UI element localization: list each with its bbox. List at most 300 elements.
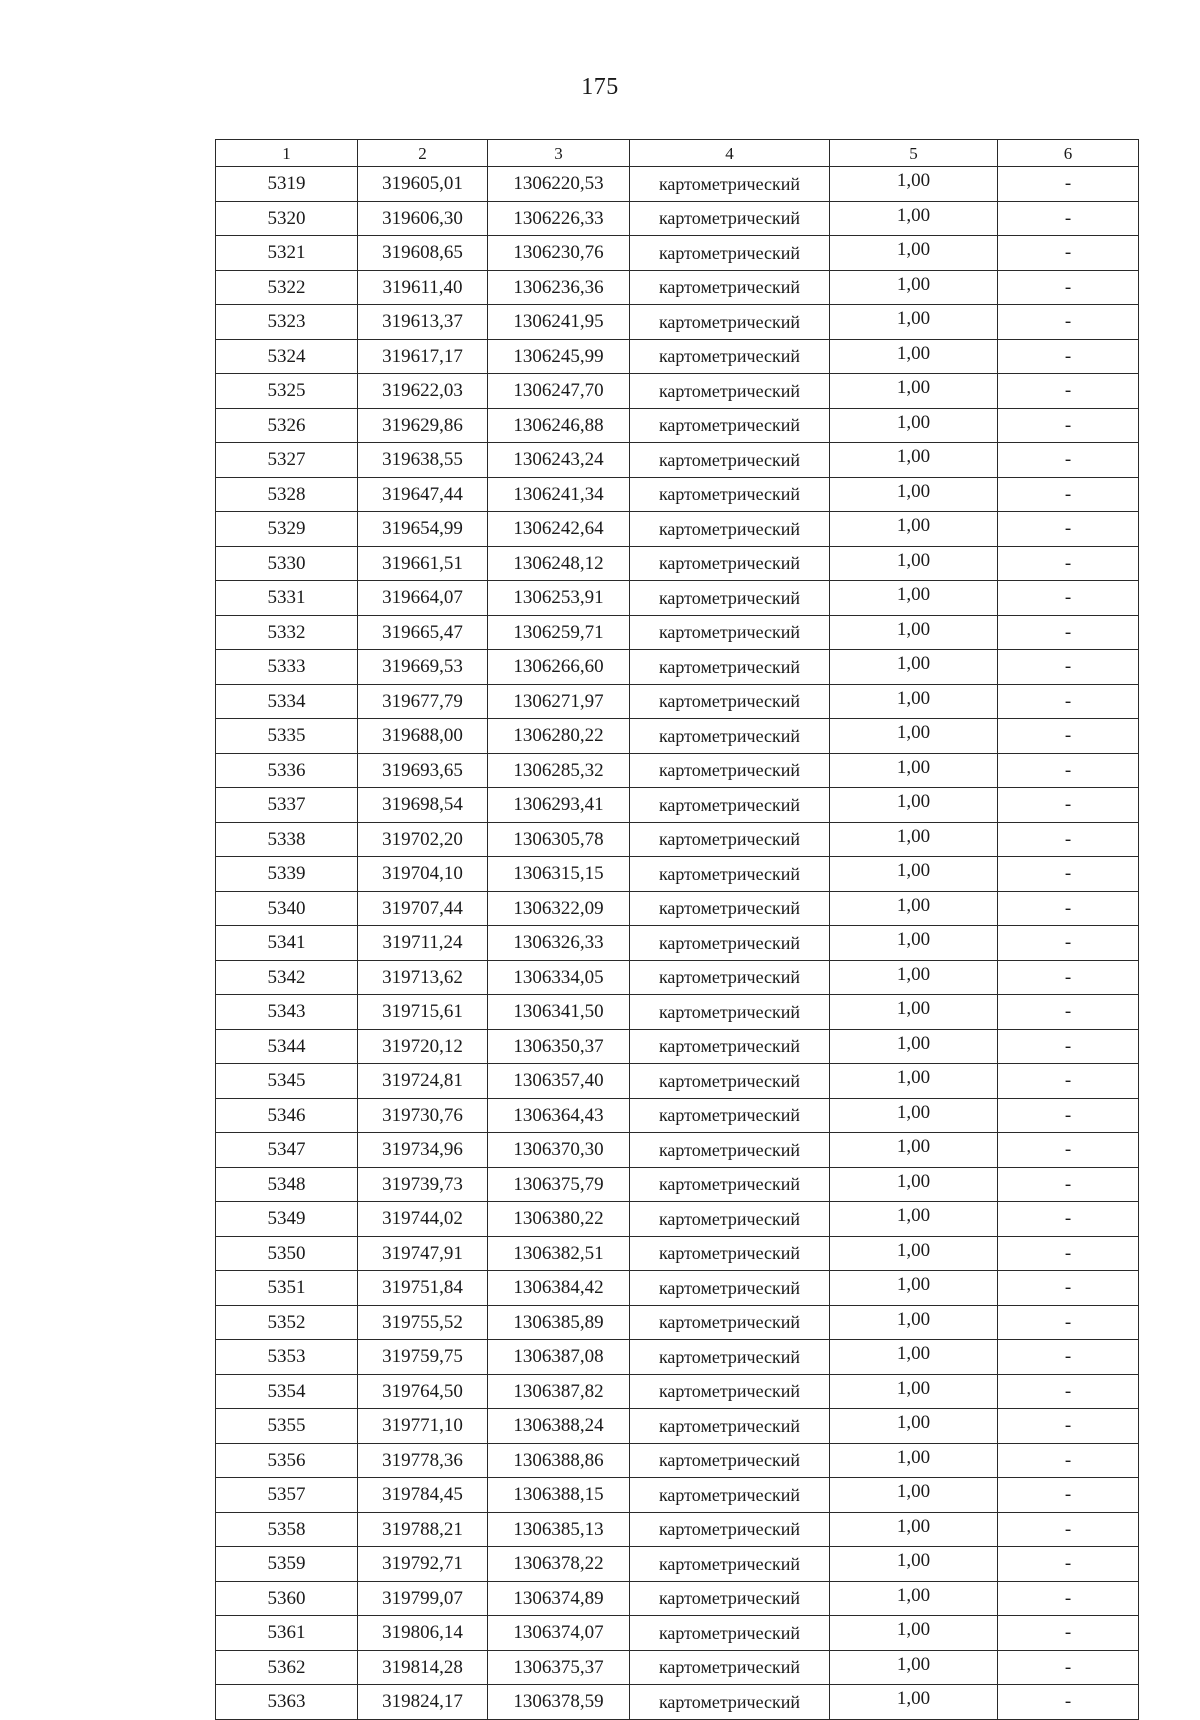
method-cell: картометрический [630,857,830,892]
table-body [216,167,1139,1720]
x-coordinate-cell: 319771,10 [358,1409,488,1444]
table-row [216,1340,1139,1375]
accuracy-cell: 1,00 [830,926,998,961]
note-cell: - [998,1340,1139,1375]
y-coordinate-cell: 1306241,34 [488,477,630,512]
table-row [216,1305,1139,1340]
x-coordinate-cell: 319734,96 [358,1133,488,1168]
accuracy-cell: 1,00 [830,408,998,443]
column-header: 4 [630,140,830,167]
y-coordinate-cell: 1306388,15 [488,1478,630,1513]
y-coordinate-cell: 1306271,97 [488,684,630,719]
note-cell: - [998,995,1139,1030]
y-coordinate-cell: 1306326,33 [488,926,630,961]
note-cell: - [998,408,1139,443]
x-coordinate-cell: 319669,53 [358,650,488,685]
point-number-cell: 5358 [216,1512,358,1547]
table-row [216,270,1139,305]
accuracy-cell: 1,00 [830,1409,998,1444]
point-number-cell: 5333 [216,650,358,685]
x-coordinate-cell: 319617,17 [358,339,488,374]
y-coordinate-cell: 1306243,24 [488,443,630,478]
table-row [216,1616,1139,1651]
method-cell: картометрический [630,1547,830,1582]
table-row [216,753,1139,788]
point-number-cell: 5342 [216,960,358,995]
table-row [216,1167,1139,1202]
note-cell: - [998,581,1139,616]
accuracy-cell: 1,00 [830,1478,998,1513]
x-coordinate-cell: 319759,75 [358,1340,488,1375]
method-cell: картометрический [630,1443,830,1478]
method-cell: картометрический [630,236,830,271]
note-cell: - [998,1374,1139,1409]
point-number-cell: 5346 [216,1098,358,1133]
y-coordinate-cell: 1306350,37 [488,1029,630,1064]
accuracy-cell: 1,00 [830,512,998,547]
method-cell: картометрический [630,1685,830,1720]
point-number-cell: 5348 [216,1167,358,1202]
y-coordinate-cell: 1306322,09 [488,891,630,926]
note-cell: - [998,891,1139,926]
y-coordinate-cell: 1306242,64 [488,512,630,547]
accuracy-cell: 1,00 [830,1098,998,1133]
method-cell: картометрический [630,1064,830,1099]
x-coordinate-cell: 319788,21 [358,1512,488,1547]
method-cell: картометрический [630,822,830,857]
table-row [216,374,1139,409]
table-row [216,1236,1139,1271]
column-header: 1 [216,140,358,167]
table-row [216,1202,1139,1237]
method-cell: картометрический [630,1167,830,1202]
method-cell: картометрический [630,926,830,961]
table-row [216,1098,1139,1133]
table-row [216,1547,1139,1582]
y-coordinate-cell: 1306226,33 [488,201,630,236]
y-coordinate-cell: 1306248,12 [488,546,630,581]
accuracy-cell: 1,00 [830,995,998,1030]
x-coordinate-cell: 319707,44 [358,891,488,926]
table-row [216,1133,1139,1168]
table-row [216,236,1139,271]
method-cell: картометрический [630,753,830,788]
y-coordinate-cell: 1306387,82 [488,1374,630,1409]
accuracy-cell: 1,00 [830,1374,998,1409]
accuracy-cell: 1,00 [830,1512,998,1547]
table-row [216,512,1139,547]
table-row [216,1409,1139,1444]
note-cell: - [998,1478,1139,1513]
method-cell: картометрический [630,891,830,926]
y-coordinate-cell: 1306387,08 [488,1340,630,1375]
column-header: 2 [358,140,488,167]
x-coordinate-cell: 319654,99 [358,512,488,547]
note-cell: - [998,1305,1139,1340]
note-cell: - [998,1650,1139,1685]
accuracy-cell: 1,00 [830,719,998,754]
point-number-cell: 5340 [216,891,358,926]
point-number-cell: 5361 [216,1616,358,1651]
table-row [216,201,1139,236]
point-number-cell: 5336 [216,753,358,788]
accuracy-cell: 1,00 [830,1685,998,1720]
note-cell: - [998,1271,1139,1306]
table-row [216,1512,1139,1547]
point-number-cell: 5345 [216,1064,358,1099]
x-coordinate-cell: 319704,10 [358,857,488,892]
note-cell: - [998,926,1139,961]
accuracy-cell: 1,00 [830,581,998,616]
y-coordinate-cell: 1306382,51 [488,1236,630,1271]
note-cell: - [998,1029,1139,1064]
x-coordinate-cell: 319799,07 [358,1581,488,1616]
point-number-cell: 5339 [216,857,358,892]
x-coordinate-cell: 319661,51 [358,546,488,581]
point-number-cell: 5363 [216,1685,358,1720]
y-coordinate-cell: 1306364,43 [488,1098,630,1133]
method-cell: картометрический [630,1236,830,1271]
coordinates-table [215,139,1139,1720]
table-row [216,926,1139,961]
table-row [216,719,1139,754]
point-number-cell: 5355 [216,1409,358,1444]
y-coordinate-cell: 1306245,99 [488,339,630,374]
method-cell: картометрический [630,1098,830,1133]
method-cell: картометрический [630,1340,830,1375]
note-cell: - [998,1547,1139,1582]
accuracy-cell: 1,00 [830,1236,998,1271]
y-coordinate-cell: 1306385,13 [488,1512,630,1547]
y-coordinate-cell: 1306285,32 [488,753,630,788]
y-coordinate-cell: 1306341,50 [488,995,630,1030]
note-cell: - [998,201,1139,236]
x-coordinate-cell: 319739,73 [358,1167,488,1202]
point-number-cell: 5319 [216,167,358,202]
method-cell: картометрический [630,443,830,478]
point-number-cell: 5362 [216,1650,358,1685]
note-cell: - [998,960,1139,995]
method-cell: картометрический [630,1409,830,1444]
accuracy-cell: 1,00 [830,1650,998,1685]
accuracy-cell: 1,00 [830,1443,998,1478]
y-coordinate-cell: 1306378,22 [488,1547,630,1582]
point-number-cell: 5332 [216,615,358,650]
method-cell: картометрический [630,960,830,995]
method-cell: картометрический [630,512,830,547]
x-coordinate-cell: 319702,20 [358,822,488,857]
note-cell: - [998,615,1139,650]
method-cell: картометрический [630,650,830,685]
point-number-cell: 5328 [216,477,358,512]
x-coordinate-cell: 319744,02 [358,1202,488,1237]
x-coordinate-cell: 319824,17 [358,1685,488,1720]
x-coordinate-cell: 319730,76 [358,1098,488,1133]
note-cell: - [998,1133,1139,1168]
method-cell: картометрический [630,305,830,340]
accuracy-cell: 1,00 [830,753,998,788]
y-coordinate-cell: 1306370,30 [488,1133,630,1168]
method-cell: картометрический [630,339,830,374]
y-coordinate-cell: 1306253,91 [488,581,630,616]
y-coordinate-cell: 1306374,07 [488,1616,630,1651]
table-row [216,615,1139,650]
note-cell: - [998,719,1139,754]
note-cell: - [998,822,1139,857]
table-row [216,305,1139,340]
column-header: 5 [830,140,998,167]
x-coordinate-cell: 319792,71 [358,1547,488,1582]
accuracy-cell: 1,00 [830,1616,998,1651]
point-number-cell: 5359 [216,1547,358,1582]
table-row [216,684,1139,719]
accuracy-cell: 1,00 [830,270,998,305]
point-number-cell: 5335 [216,719,358,754]
accuracy-cell: 1,00 [830,857,998,892]
point-number-cell: 5356 [216,1443,358,1478]
accuracy-cell: 1,00 [830,1271,998,1306]
y-coordinate-cell: 1306357,40 [488,1064,630,1099]
x-coordinate-cell: 319693,65 [358,753,488,788]
column-header: 3 [488,140,630,167]
accuracy-cell: 1,00 [830,891,998,926]
y-coordinate-cell: 1306230,76 [488,236,630,271]
y-coordinate-cell: 1306375,37 [488,1650,630,1685]
table-row [216,650,1139,685]
x-coordinate-cell: 319764,50 [358,1374,488,1409]
y-coordinate-cell: 1306380,22 [488,1202,630,1237]
y-coordinate-cell: 1306266,60 [488,650,630,685]
point-number-cell: 5349 [216,1202,358,1237]
note-cell: - [998,1512,1139,1547]
note-cell: - [998,236,1139,271]
method-cell: картометрический [630,995,830,1030]
y-coordinate-cell: 1306375,79 [488,1167,630,1202]
note-cell: - [998,857,1139,892]
x-coordinate-cell: 319622,03 [358,374,488,409]
accuracy-cell: 1,00 [830,201,998,236]
table-row [216,960,1139,995]
table-row [216,167,1139,202]
note-cell: - [998,305,1139,340]
accuracy-cell: 1,00 [830,443,998,478]
x-coordinate-cell: 319814,28 [358,1650,488,1685]
x-coordinate-cell: 319629,86 [358,408,488,443]
x-coordinate-cell: 319647,44 [358,477,488,512]
table-row [216,339,1139,374]
x-coordinate-cell: 319747,91 [358,1236,488,1271]
note-cell: - [998,477,1139,512]
x-coordinate-cell: 319664,07 [358,581,488,616]
point-number-cell: 5334 [216,684,358,719]
y-coordinate-cell: 1306388,86 [488,1443,630,1478]
y-coordinate-cell: 1306293,41 [488,788,630,823]
note-cell: - [998,1098,1139,1133]
point-number-cell: 5350 [216,1236,358,1271]
note-cell: - [998,270,1139,305]
note-cell: - [998,788,1139,823]
method-cell: картометрический [630,270,830,305]
accuracy-cell: 1,00 [830,1305,998,1340]
accuracy-cell: 1,00 [830,339,998,374]
column-header: 6 [998,140,1139,167]
table-row [216,443,1139,478]
note-cell: - [998,1236,1139,1271]
note-cell: - [998,1409,1139,1444]
table-row [216,995,1139,1030]
method-cell: картометрический [630,374,830,409]
y-coordinate-cell: 1306315,15 [488,857,630,892]
note-cell: - [998,374,1139,409]
accuracy-cell: 1,00 [830,1202,998,1237]
x-coordinate-cell: 319724,81 [358,1064,488,1099]
accuracy-cell: 1,00 [830,167,998,202]
method-cell: картометрический [630,1029,830,1064]
table-row [216,822,1139,857]
x-coordinate-cell: 319611,40 [358,270,488,305]
accuracy-cell: 1,00 [830,615,998,650]
point-number-cell: 5353 [216,1340,358,1375]
method-cell: картометрический [630,1616,830,1651]
point-number-cell: 5351 [216,1271,358,1306]
accuracy-cell: 1,00 [830,374,998,409]
method-cell: картометрический [630,684,830,719]
accuracy-cell: 1,00 [830,822,998,857]
method-cell: картометрический [630,1305,830,1340]
y-coordinate-cell: 1306246,88 [488,408,630,443]
method-cell: картометрический [630,719,830,754]
accuracy-cell: 1,00 [830,1581,998,1616]
point-number-cell: 5321 [216,236,358,271]
x-coordinate-cell: 319713,62 [358,960,488,995]
accuracy-cell: 1,00 [830,236,998,271]
method-cell: картометрический [630,1133,830,1168]
x-coordinate-cell: 319665,47 [358,615,488,650]
x-coordinate-cell: 319778,36 [358,1443,488,1478]
table-row [216,857,1139,892]
note-cell: - [998,650,1139,685]
accuracy-cell: 1,00 [830,477,998,512]
x-coordinate-cell: 319715,61 [358,995,488,1030]
accuracy-cell: 1,00 [830,1064,998,1099]
table-row [216,1581,1139,1616]
note-cell: - [998,1616,1139,1651]
x-coordinate-cell: 319608,65 [358,236,488,271]
x-coordinate-cell: 319677,79 [358,684,488,719]
y-coordinate-cell: 1306374,89 [488,1581,630,1616]
method-cell: картометрический [630,477,830,512]
y-coordinate-cell: 1306247,70 [488,374,630,409]
header-row [216,140,1139,167]
y-coordinate-cell: 1306388,24 [488,1409,630,1444]
point-number-cell: 5325 [216,374,358,409]
point-number-cell: 5337 [216,788,358,823]
table-row [216,1685,1139,1720]
point-number-cell: 5344 [216,1029,358,1064]
y-coordinate-cell: 1306384,42 [488,1271,630,1306]
method-cell: картометрический [630,615,830,650]
point-number-cell: 5343 [216,995,358,1030]
method-cell: картометрический [630,546,830,581]
method-cell: картометрический [630,201,830,236]
point-number-cell: 5341 [216,926,358,961]
accuracy-cell: 1,00 [830,305,998,340]
note-cell: - [998,1167,1139,1202]
table-row [216,546,1139,581]
table-row [216,1271,1139,1306]
method-cell: картометрический [630,1202,830,1237]
note-cell: - [998,546,1139,581]
method-cell: картометрический [630,1512,830,1547]
x-coordinate-cell: 319751,84 [358,1271,488,1306]
point-number-cell: 5357 [216,1478,358,1513]
method-cell: картометрический [630,1650,830,1685]
x-coordinate-cell: 319755,52 [358,1305,488,1340]
x-coordinate-cell: 319638,55 [358,443,488,478]
table-row [216,1443,1139,1478]
note-cell: - [998,1685,1139,1720]
x-coordinate-cell: 319784,45 [358,1478,488,1513]
note-cell: - [998,1202,1139,1237]
method-cell: картометрический [630,1581,830,1616]
method-cell: картометрический [630,1374,830,1409]
table-row [216,1064,1139,1099]
note-cell: - [998,1443,1139,1478]
accuracy-cell: 1,00 [830,546,998,581]
method-cell: картометрический [630,167,830,202]
accuracy-cell: 1,00 [830,1340,998,1375]
x-coordinate-cell: 319688,00 [358,719,488,754]
point-number-cell: 5327 [216,443,358,478]
y-coordinate-cell: 1306334,05 [488,960,630,995]
y-coordinate-cell: 1306236,36 [488,270,630,305]
note-cell: - [998,1581,1139,1616]
method-cell: картометрический [630,581,830,616]
table-row [216,788,1139,823]
x-coordinate-cell: 319711,24 [358,926,488,961]
note-cell: - [998,1064,1139,1099]
accuracy-cell: 1,00 [830,1547,998,1582]
accuracy-cell: 1,00 [830,1029,998,1064]
x-coordinate-cell: 319698,54 [358,788,488,823]
note-cell: - [998,339,1139,374]
point-number-cell: 5354 [216,1374,358,1409]
y-coordinate-cell: 1306220,53 [488,167,630,202]
method-cell: картометрический [630,1478,830,1513]
method-cell: картометрический [630,1271,830,1306]
point-number-cell: 5347 [216,1133,358,1168]
method-cell: картометрический [630,408,830,443]
table-row [216,891,1139,926]
page-number: 175 [581,74,619,100]
accuracy-cell: 1,00 [830,1133,998,1168]
table-row [216,1029,1139,1064]
x-coordinate-cell: 319606,30 [358,201,488,236]
point-number-cell: 5320 [216,201,358,236]
note-cell: - [998,753,1139,788]
table-row [216,408,1139,443]
accuracy-cell: 1,00 [830,1167,998,1202]
point-number-cell: 5322 [216,270,358,305]
x-coordinate-cell: 319806,14 [358,1616,488,1651]
note-cell: - [998,684,1139,719]
table-row [216,1478,1139,1513]
point-number-cell: 5352 [216,1305,358,1340]
method-cell: картометрический [630,788,830,823]
point-number-cell: 5360 [216,1581,358,1616]
table-row [216,1650,1139,1685]
table-row [216,1374,1139,1409]
